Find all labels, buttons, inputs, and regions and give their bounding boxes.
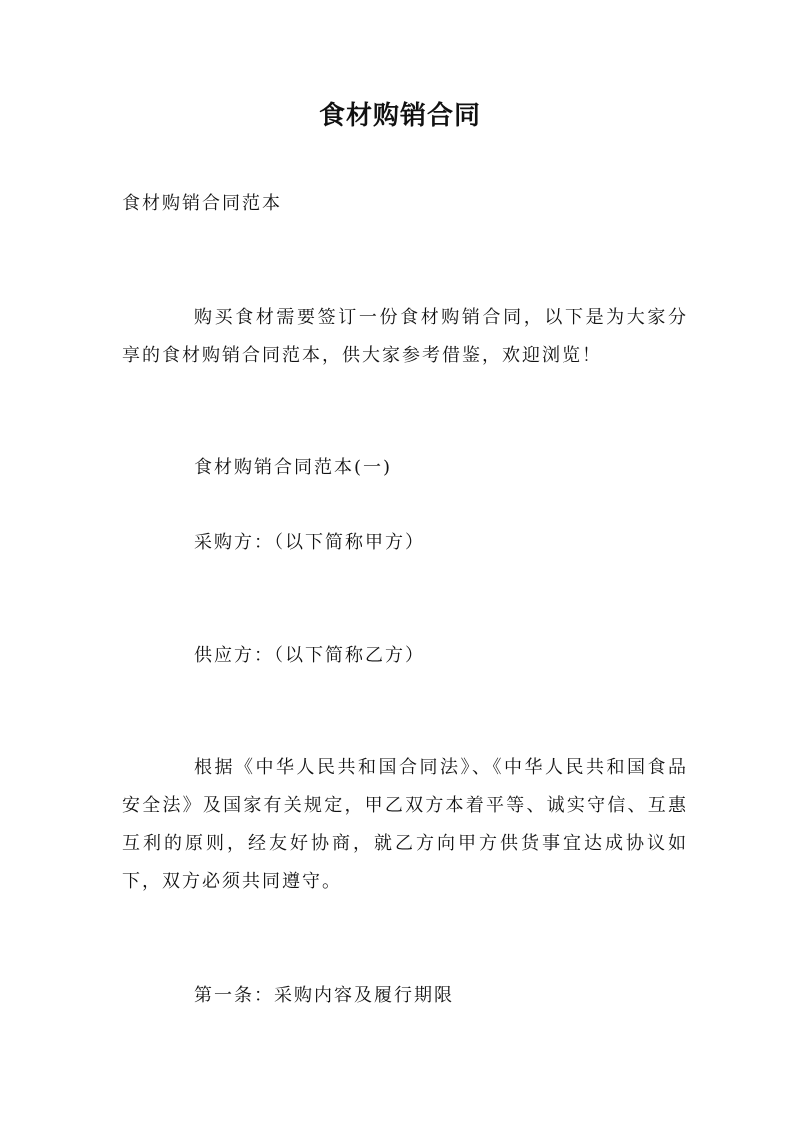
article-one-heading: 第一条：采购内容及履行期限 (194, 985, 454, 1006)
intro-paragraph: 购买食材需要签订一份食材购销合同，以下是为大家分享的食材购销合同范本，供大家参考借鉴，欢迎浏览！ (122, 307, 688, 366)
document-title: 食材购销合同 (318, 101, 481, 131)
supplier-line: 供应方：（以下简称乙方） (194, 645, 425, 666)
buyer-line: 采购方：（以下简称甲方） (194, 532, 425, 553)
document-subtitle: 食材购销合同范本 (122, 193, 282, 214)
agreement-paragraph: 根据《中华人民共和国合同法》、《中华人民共和国食品安全法》及国家有关规定，甲乙双方本着平等、诚实守信、互惠互利的原则，经友好协商，就乙方向甲方供货事宜达成协议如下，双方必须共同遵守。 (122, 757, 688, 892)
section-heading: 食材购销合同范本(一) (194, 457, 393, 478)
